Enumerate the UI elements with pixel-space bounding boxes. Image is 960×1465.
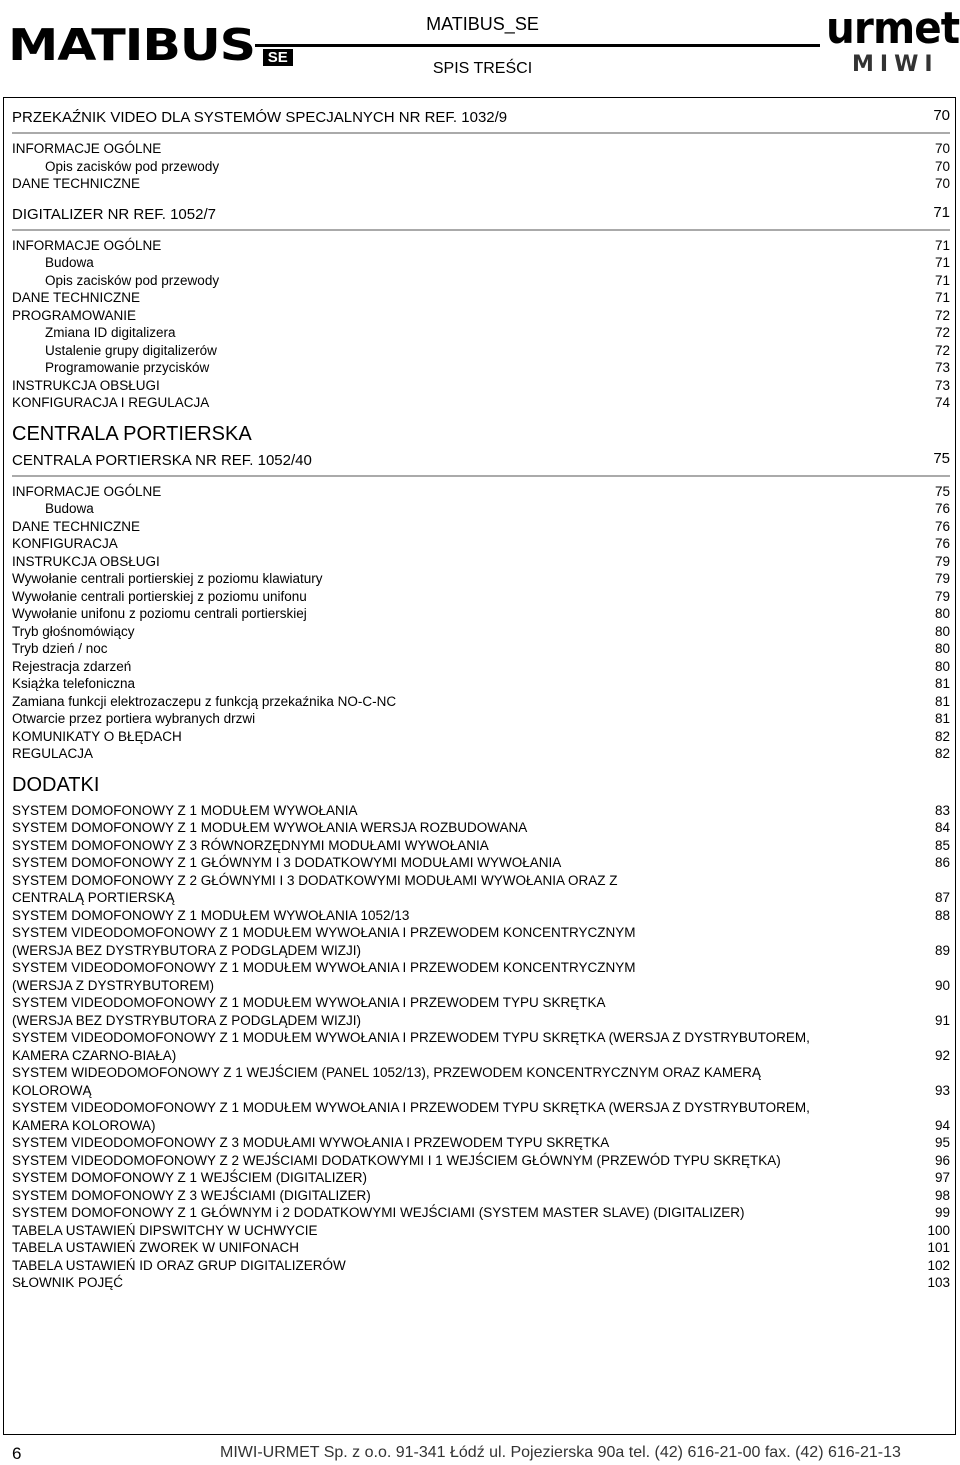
toc-entry-title: Budowa bbox=[45, 501, 94, 516]
toc-entry-title: DANE TECHNICZNE bbox=[12, 290, 141, 305]
toc-entry-title: KOMUNIKATY O BŁĘDACH bbox=[12, 728, 182, 744]
toc-entry-page: 80 bbox=[934, 606, 950, 621]
toc-entry bbox=[12, 1169, 950, 1187]
header-divider bbox=[255, 44, 820, 47]
toc-entry-title: Wywołanie unifonu z poziomu centrali portierskiej bbox=[12, 606, 307, 621]
toc-entry-title: INSTRUKCJA OBSŁUGI bbox=[12, 553, 160, 569]
toc-entry-title: SYSTEM DOMOFONOWY Z 1 GŁÓWNYM i 2 DODATKOWYMI WEJŚCIAMI (SYSTEM MASTER SLAVE) (DIGITALIZER) bbox=[12, 1205, 745, 1220]
toc-entry-page: 86 bbox=[934, 855, 950, 870]
toc-entry-title: Tryb dzień / noc bbox=[12, 641, 108, 656]
toc-entry-page: 90 bbox=[934, 977, 950, 993]
toc-entry bbox=[12, 518, 950, 536]
toc-entry-title: SYSTEM DOMOFONOWY Z 1 MODUŁEM WYWOŁANIA bbox=[12, 802, 358, 818]
toc-entry-title: Książka telefoniczna bbox=[12, 676, 136, 691]
toc-entry bbox=[12, 837, 950, 855]
toc-entry-title: SYSTEM DOMOFONOWY Z 1 GŁÓWNYM I 3 DODATKOWYMI MODUŁAMI WYWOŁANIA bbox=[12, 855, 562, 870]
toc-entry-page: 79 bbox=[934, 571, 950, 586]
toc-entry-title: Otwarcie przez portiera wybranych drzwi bbox=[12, 711, 256, 726]
toc-entry bbox=[12, 745, 950, 763]
toc-entry bbox=[12, 854, 950, 872]
toc-entry-page: 81 bbox=[934, 693, 950, 709]
toc-entry-title-cont: (WERSJA Z DYSTRYBUTOREM) bbox=[12, 977, 215, 993]
toc-entry-title: Opis zacisków pod przewody bbox=[45, 158, 220, 174]
chapter-heading: DODATKI bbox=[12, 773, 100, 796]
toc-entry-title: Zamiana funkcji elektrozaczepu z funkcją przekaźnika NO-C-NC bbox=[12, 693, 397, 709]
section-page: 71 bbox=[933, 203, 950, 221]
toc-entry-page: 72 bbox=[934, 325, 950, 340]
toc-entry-title: SYSTEM VIDEODOMOFONOWY Z 3 MODUŁAMI WYWOŁANIA I PRZEWODEM TYPU SKRĘTKA bbox=[12, 1135, 610, 1150]
toc-entry bbox=[12, 324, 950, 342]
toc-entry-title: INSTRUKCJA OBSŁUGI bbox=[12, 377, 160, 393]
toc-entry bbox=[12, 1064, 950, 1099]
toc-entry-page: 76 bbox=[934, 501, 950, 516]
toc-entry-title: KONFIGURACJA bbox=[12, 536, 118, 551]
toc-entry bbox=[12, 359, 950, 377]
toc-entry bbox=[12, 570, 950, 588]
toc-entry bbox=[12, 924, 950, 959]
toc-entry bbox=[12, 553, 950, 571]
toc-entry bbox=[12, 272, 950, 290]
toc-entry-title: KONFIGURACJA I REGULACJA bbox=[12, 395, 210, 410]
toc-entry bbox=[12, 140, 950, 158]
toc-entry-title: Wywołanie centrali portierskiej z poziomu unifonu bbox=[12, 588, 307, 604]
toc-entry-title: SYSTEM DOMOFONOWY Z 3 WEJŚCIAMI (DIGITALIZER) bbox=[12, 1187, 371, 1203]
toc-entry bbox=[12, 237, 950, 255]
miwi-logo-text: MIWI bbox=[852, 52, 939, 77]
toc-entry bbox=[12, 693, 950, 711]
toc-entry bbox=[12, 1134, 950, 1152]
toc-entry-page: 76 bbox=[934, 536, 950, 551]
toc-entry-title: SYSTEM DOMOFONOWY Z 3 RÓWNORZĘDNYMI MODUŁAMI WYWOŁANIA bbox=[12, 837, 489, 853]
toc-entry bbox=[12, 1274, 950, 1292]
toc-entry bbox=[12, 872, 950, 907]
toc-entry-page: 80 bbox=[934, 641, 950, 656]
toc-entry-page: 99 bbox=[934, 1205, 950, 1220]
toc-entry bbox=[12, 1187, 950, 1205]
toc-entry bbox=[12, 675, 950, 693]
toc-entry bbox=[12, 710, 950, 728]
section-title: PRZEKAŹNIK VIDEO DLA SYSTEMÓW SPECJALNYCH NR REF. 1032/9 bbox=[12, 109, 508, 126]
toc-entry bbox=[12, 1239, 950, 1257]
toc-entry-page: 96 bbox=[934, 1152, 950, 1168]
toc-entry-page: 75 bbox=[934, 483, 950, 499]
toc-entry-title: Rejestracja zdarzeń bbox=[12, 658, 132, 674]
urmet-logo-text: urmet bbox=[826, 3, 960, 54]
toc-entry bbox=[12, 158, 950, 176]
section-page: 75 bbox=[933, 449, 950, 467]
toc-entry-title: INFORMACJE OGÓLNE bbox=[12, 483, 162, 499]
toc-entry-page: 98 bbox=[934, 1187, 950, 1203]
toc-entry-page: 73 bbox=[934, 360, 950, 375]
toc-entry-page: 91 bbox=[934, 1012, 950, 1028]
toc-entry-page: 89 bbox=[934, 942, 950, 958]
toc-entry-page: 95 bbox=[934, 1135, 950, 1150]
toc-entry-page: 79 bbox=[934, 553, 950, 569]
toc-entry-title: SYSTEM VIDEODOMOFONOWY Z 2 WEJŚCIAMI DODATKOWYMI I 1 WEJŚCIEM GŁÓWNYM (PRZEWÓD TYPU SKRĘTKA) bbox=[12, 1152, 781, 1168]
toc-entry-page: 71 bbox=[934, 237, 950, 253]
toc-entry-title-cont: KAMERA KOLOROWA) bbox=[12, 1117, 156, 1133]
toc-entry-page: 73 bbox=[934, 377, 950, 393]
toc-entry bbox=[12, 819, 950, 837]
toc-entry-title: Wywołanie centrali portierskiej z poziomu klawiatury bbox=[12, 571, 323, 586]
toc-entry-page: 94 bbox=[934, 1117, 950, 1133]
page-number: 6 bbox=[12, 1444, 22, 1463]
toc-entry-page: 102 bbox=[927, 1257, 950, 1273]
toc-entry-title: SYSTEM DOMOFONOWY Z 2 GŁÓWNYMI I 3 DODATKOWYMI MODUŁAMI WYWOŁANIA ORAZ Z bbox=[12, 872, 618, 888]
toc-entry-title-cont: KAMERA CZARNO-BIAŁA) bbox=[12, 1047, 177, 1063]
toc-entry bbox=[12, 535, 950, 553]
matibus-logo-se: SE bbox=[263, 49, 293, 66]
toc-entry-title: INFORMACJE OGÓLNE bbox=[12, 237, 162, 253]
table-of-contents bbox=[12, 108, 950, 1292]
toc-entry-page: 93 bbox=[934, 1082, 950, 1098]
toc-entry bbox=[12, 588, 950, 606]
toc-entry-page: 87 bbox=[934, 890, 950, 905]
toc-entry bbox=[12, 605, 950, 623]
chapter-heading: CENTRALA PORTIERSKA bbox=[12, 422, 252, 445]
toc-entry-title: SYSTEM DOMOFONOWY Z 1 WEJŚCIEM (DIGITALIZER) bbox=[12, 1170, 368, 1185]
section-title: CENTRALA PORTIERSKA NR REF. 1052/40 bbox=[12, 451, 312, 469]
company-address: MIWI-URMET Sp. z o.o. 91-341 Łódź ul. Pojezierska 90a tel. (42) 616-21-00 fax. (42) 616-21-13 bbox=[220, 1444, 901, 1461]
toc-entry-page: 71 bbox=[934, 290, 950, 305]
toc-entry-title: Programowanie przycisków bbox=[45, 360, 210, 375]
toc-entry-page: 84 bbox=[934, 820, 950, 835]
toc-entry-title: TABELA USTAWIEŃ ZWOREK W UNIFONACH bbox=[12, 1240, 300, 1255]
section-heading bbox=[12, 451, 950, 477]
toc-entry bbox=[12, 658, 950, 676]
toc-entry-title: TABELA USTAWIEŃ ID ORAZ GRUP DIGITALIZERÓW bbox=[12, 1257, 346, 1273]
toc-entry-page: 76 bbox=[934, 518, 950, 534]
toc-entry bbox=[12, 483, 950, 501]
toc-entry bbox=[12, 994, 950, 1029]
toc-entry-title: Ustalenie grupy digitalizerów bbox=[45, 342, 217, 358]
toc-entry bbox=[12, 342, 950, 360]
section-heading bbox=[12, 108, 950, 134]
toc-entry-page: 81 bbox=[934, 711, 950, 726]
toc-entry-page: 83 bbox=[934, 802, 950, 818]
toc-entry-title: Tryb głośnomówiący bbox=[12, 623, 135, 639]
toc-entry bbox=[12, 640, 950, 658]
page-footer bbox=[0, 1436, 960, 1465]
toc-entry-title: SYSTEM VIDEODOMOFONOWY Z 1 MODUŁEM WYWOŁANIA I PRZEWODEM TYPU SKRĘTKA bbox=[12, 995, 606, 1010]
toc-entry-page: 82 bbox=[934, 746, 950, 761]
document-subtitle: SPIS TREŚCI bbox=[432, 60, 533, 77]
toc-entry bbox=[12, 1099, 950, 1134]
toc-entry-title: Zmiana ID digitalizera bbox=[45, 325, 176, 340]
toc-entry-title-cont: KOLOROWĄ bbox=[12, 1082, 92, 1098]
page-header bbox=[0, 0, 960, 96]
toc-entry-page: 72 bbox=[934, 307, 950, 323]
toc-entry bbox=[12, 289, 950, 307]
toc-entry-title: PROGRAMOWANIE bbox=[12, 307, 137, 323]
urmet-logo bbox=[826, 3, 960, 78]
toc-entry-page: 97 bbox=[934, 1170, 950, 1185]
toc-entry-title: DANE TECHNICZNE bbox=[12, 518, 141, 534]
toc-entry bbox=[12, 728, 950, 746]
toc-entry bbox=[12, 1152, 950, 1170]
toc-entry-title: SYSTEM VIDEODOMOFONOWY Z 1 MODUŁEM WYWOŁANIA I PRZEWODEM TYPU SKRĘTKA (WERSJA Z DYSTRYBUTOREM, bbox=[12, 1030, 810, 1045]
toc-entry-title: SYSTEM VIDEODOMOFONOWY Z 1 MODUŁEM WYWOŁANIA I PRZEWODEM KONCENTRYCZNYM bbox=[12, 925, 636, 940]
toc-entry-title: SYSTEM DOMOFONOWY Z 1 MODUŁEM WYWOŁANIA 1052/13 bbox=[12, 907, 410, 923]
toc-entry bbox=[12, 907, 950, 925]
toc-entry bbox=[12, 377, 950, 395]
toc-entry-page: 80 bbox=[934, 623, 950, 639]
toc-entry bbox=[12, 623, 950, 641]
toc-entry-page: 88 bbox=[934, 907, 950, 923]
toc-entry-title: Budowa bbox=[45, 255, 94, 270]
toc-entry bbox=[12, 959, 950, 994]
toc-entry-page: 71 bbox=[934, 255, 950, 270]
toc-entry-title: INFORMACJE OGÓLNE bbox=[12, 141, 162, 156]
toc-entry-page: 80 bbox=[934, 658, 950, 674]
toc-entry bbox=[12, 500, 950, 518]
section-title: DIGITALIZER NR REF. 1052/7 bbox=[12, 205, 216, 223]
toc-entry-page: 70 bbox=[934, 176, 950, 191]
toc-entry-page: 71 bbox=[934, 272, 950, 288]
toc-entry bbox=[12, 1204, 950, 1222]
toc-entry-title-cont: CENTRALĄ PORTIERSKĄ bbox=[12, 890, 175, 905]
toc-entry-title: TABELA USTAWIEŃ DIPSWITCHY W UCHWYCIE bbox=[12, 1222, 318, 1238]
toc-entry bbox=[12, 1029, 950, 1064]
toc-entry bbox=[12, 394, 950, 412]
toc-entry-page: 82 bbox=[934, 728, 950, 744]
toc-entry bbox=[12, 307, 950, 325]
toc-entry-title-cont: (WERSJA BEZ DYSTRYBUTORA Z PODGLĄDEM WIZJI) bbox=[12, 1012, 362, 1028]
toc-entry-page: 81 bbox=[934, 676, 950, 691]
toc-entry-title: REGULACJA bbox=[12, 746, 94, 761]
toc-entry bbox=[12, 175, 950, 193]
toc-entry-page: 100 bbox=[927, 1222, 950, 1238]
toc-entry-page: 79 bbox=[934, 588, 950, 604]
toc-entry bbox=[12, 1257, 950, 1275]
toc-entry bbox=[12, 254, 950, 272]
toc-entry-title: SYSTEM VIDEODOMOFONOWY Z 1 MODUŁEM WYWOŁANIA I PRZEWODEM KONCENTRYCZNYM bbox=[12, 960, 636, 975]
matibus-logo bbox=[8, 20, 293, 71]
section-page: 70 bbox=[933, 107, 950, 124]
toc-entry-page: 72 bbox=[934, 342, 950, 358]
toc-entry-title: Opis zacisków pod przewody bbox=[45, 272, 220, 288]
toc-entry-title-cont: (WERSJA BEZ DYSTRYBUTORA Z PODGLĄDEM WIZJI) bbox=[12, 942, 362, 958]
section-heading bbox=[12, 205, 950, 231]
toc-entry-page: 70 bbox=[934, 141, 950, 156]
toc-entry-page: 103 bbox=[927, 1275, 950, 1290]
toc-entry-page: 74 bbox=[934, 395, 950, 410]
toc-entry-title: SYSTEM DOMOFONOWY Z 1 MODUŁEM WYWOŁANIA WERSJA ROZBUDOWANA bbox=[12, 820, 528, 835]
toc-entry-page: 92 bbox=[934, 1047, 950, 1063]
toc-entry-title: SŁOWNIK POJĘĆ bbox=[12, 1275, 124, 1290]
toc-entry-title: SYSTEM WIDEODOMOFONOWY Z 1 WEJŚCIEM (PANEL 1052/13), PRZEWODEM KONCENTRYCZNYM ORAZ KAMERĄ bbox=[12, 1065, 761, 1080]
toc-entry-page: 101 bbox=[927, 1240, 950, 1255]
document-title: MATIBUS_SE bbox=[426, 14, 539, 34]
toc-entry bbox=[12, 1222, 950, 1240]
toc-entry-page: 70 bbox=[934, 158, 950, 174]
toc-entry bbox=[12, 802, 950, 820]
toc-entry-title: SYSTEM VIDEODOMOFONOWY Z 1 MODUŁEM WYWOŁANIA I PRZEWODEM TYPU SKRĘTKA (WERSJA Z DYSTRYBUTOREM, bbox=[12, 1100, 810, 1115]
toc-entry-title: DANE TECHNICZNE bbox=[12, 176, 141, 191]
toc-entry-page: 85 bbox=[934, 837, 950, 853]
matibus-logo-text: MATIBUS bbox=[8, 20, 255, 71]
